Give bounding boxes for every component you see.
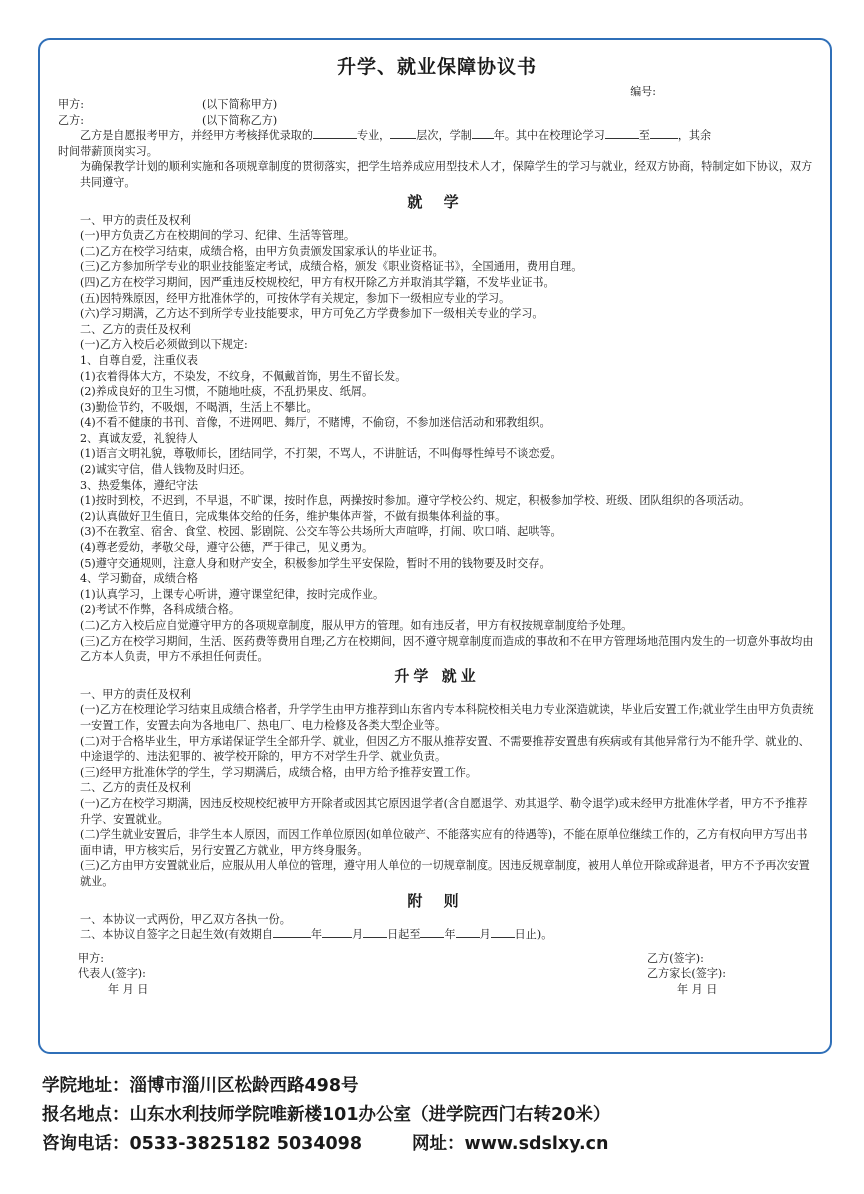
party-a-representative-label: 代表人(签字): [78,967,146,981]
annex-text: 日起至 [387,928,421,942]
intro-text: 年。其中在校理论学习 [493,129,605,143]
employ-b-clause-2: (二)学生就业安置后，非学生本人原因，而因工作单位原因(如单位破产、不能落实应有的待遇等)，不能在原单位继续工作的，乙方有权向甲方写出书面申请，甲方核实后，另行安置乙方就业，甲方终身服务。 [80,828,808,857]
start-month-blank [322,927,352,938]
party-b-label: 乙方: [58,113,84,127]
end-year-blank [420,927,444,938]
study-a-item: (一)甲方负责乙方在校期间的学习、纪律、生活等管理。 [80,229,355,243]
intro-text: ，其余 [677,129,712,143]
rule-item: (2)认真做好卫生值日，完成集体交给的任务，维护集体声誉，不做有损集体利益的事。 [80,509,507,523]
document-title: 升学、就业保障协议书 [336,56,537,78]
rule-group-title: 1、自尊自爱，注重仪表 [80,353,198,367]
study-a-item: (三)乙方参加所学专业的职业技能鉴定考试，成绩合格，颁发《职业资格证书》，全国通用，费用自理。 [80,260,583,274]
party-b-date-line: 年 月 日 [677,982,718,996]
end-day-blank [491,927,515,938]
duration-blank [472,128,494,139]
contact-line [42,1130,610,1159]
registration-location: 报名地点：山东水利技师学院唯新楼101办公室（进学院西门右转20米） [42,1105,611,1125]
annex-text: 二、本协议自签字之日起生效(有效期自 [80,928,273,942]
party-b-sign-label: 乙方(签字): [647,951,704,965]
rule-item: (3)不在教室、宿舍、食堂、校园、影剧院、公交车等公共场所大声喧哗，打闹、吹口哨、起哄等。 [80,525,562,539]
section-heading-annex: 附 则 [407,891,467,910]
rule-item: (1)语言文明礼貌，尊敬师长，团结同学，不打架，不骂人，不讲脏话，不叫侮辱性绰号不谈恋爱。 [80,447,562,461]
agreement-frame [38,38,832,1054]
party-b-signature [647,951,726,998]
study-a-item: (六)学习期满，乙方达不到所学专业技能要求，甲方可免乙方学费参加下一级相关专业的学习。 [80,307,544,321]
start-year-blank [273,927,311,938]
intro-text: 层次，学制 [416,129,472,143]
party-a-signature [78,951,148,998]
rule-group-title: 4、学习勤奋，成绩合格 [80,572,198,586]
consult-phone: 咨询电话：0533-3825182 5034098 [42,1134,363,1154]
study-a-item: (二)乙方在校学习结束，成绩合格，由甲方负责颁发国家承认的毕业证书。 [80,244,444,258]
rule-item: (1)认真学习，上课专心听讲，遵守课堂纪律，按时完成作业。 [80,587,385,601]
employ-a-clause-2: (二)对于合格毕业生，甲方承诺保证学生全部升学、就业，但因乙方不服从推荐安置、不需要推荐安置患有疾病或有其他异常行为不能升学、就业的、中途退学的、违法犯罪的、被学校开除的，甲方不对学生升学、就业负责。 [80,734,810,764]
start-day-blank [363,927,387,938]
website-link[interactable]: 网址：www.sdslxy.cn [412,1134,609,1154]
party-a-label: 甲方: [58,98,84,111]
major-blank [313,128,357,139]
party-b-alias: (以下简称乙方) [201,113,278,127]
rule-item: (4)不看不健康的书刊、音像，不进网吧、舞厅，不赌博，不偷窃，不参加迷信活动和邪教组织。 [80,416,551,430]
party-a-date-line: 年 月 日 [108,982,149,996]
intro-text: 专业， [356,129,391,143]
end-month-blank [456,927,480,938]
employ-party-a-title: 一、甲方的责任及权利 [80,687,191,701]
employ-a-clause-1: (一)乙方在校理论学习结束且成绩合格者，升学学生由甲方推荐到山东省内专本科院校相关电力专业深造就读，毕业后安置工作;就业学生由甲方负责统一安置工作，安置去向为各地电厂、热电厂、电力检修及各类大型企业等。 [80,703,814,732]
party-a-sign-label: 甲方: [78,951,104,965]
study-a-item: (四)乙方在校学习期间，因严重违反校规校纪，甲方有权开除乙方并取消其学籍，不发毕业证书。 [80,275,555,289]
party-b-parent-label: 乙方家长(签字): [647,967,726,981]
intro-paragraph-1-end: 时间带薪顶岗实习。 [58,144,158,158]
intro-paragraph-2: 为确保教学计划的顺利实施和各项规章制度的贯彻落实，把学生培养成应用型技术人才，保障学生的学习与就业，经双方协商，特制定如下协议，双方共同遵守。 [80,160,813,189]
rule-item: (4)尊老爱幼，孝敬父母，遵守公德，严于律己，见义勇为。 [80,541,374,555]
study-party-b-title: 二、乙方的责任及权利 [80,322,191,336]
annex-text: 月 [479,928,491,942]
study-b-clause-2: (二)乙方入校后应自觉遵守甲方的各项规章制度，服从甲方的管理。如有违反者，甲方有权按规章制度给予处理。 [80,619,633,632]
study-party-a-title: 一、甲方的责任及权利 [80,213,191,227]
rule-item: (2)考试不作弊，各科成绩合格。 [80,603,240,617]
annex-text: 年 [444,928,456,942]
intro-text: 乙方是自愿报考甲方，并经甲方考核择优录取的 [80,129,313,143]
rule-item: (2)养成良好的卫生习惯，不随地吐痰，不乱扔果皮、纸屑。 [80,385,374,399]
rule-item: (3)勤俭节约，不吸烟，不喝酒，生活上不攀比。 [80,400,318,414]
section-heading-employment: 升学 就业 [394,666,480,685]
intro-paragraph-1 [58,128,816,144]
serial-number-label: 编号: [630,85,656,98]
employ-b-clause-1: (一)乙方在校学习期满，因违反校规校纪被甲方开除者或因其它原因退学者(含自愿退学、劝其退学、勒令退学)或未经甲方批准休学者，甲方不予推荐升学、安置就业。 [80,796,808,826]
study-b-clause-3: (三)乙方在校学习期间，生活、医药费等费用自理;乙方在校期间，因不遵守规章制度而造成的事故和不在甲方管理场地范围内发生的一切意外事故均由乙方本人负责，甲方不承担任何责任。 [80,634,814,664]
rule-item: (2)诚实守信，借人钱物及时归还。 [80,463,252,477]
rule-item: (1)衣着得体大方，不染发，不纹身，不佩戴首饰，男生不留长发。 [80,369,407,383]
party-b-line [58,113,816,129]
rule-item: (1)按时到校，不迟到，不早退，不旷课，按时作息，两操按时参加。遵守学校公约、规定，积极参加学校、班级、团队组织的各项活动。 [80,494,751,508]
rule-item: (5)遵守交通规则，注意人身和财产安全，积极参加学生平安保险，暂时不用的钱物要及时交存。 [80,556,551,570]
contact-footer [42,1072,610,1159]
party-a-line [58,97,816,113]
study-b-intro: (一)乙方入校后必须做到以下规定: [80,338,248,352]
annex-text: 年 [310,928,323,942]
employ-party-b-title: 二、乙方的责任及权利 [80,781,191,795]
section-heading-study: 就 学 [407,192,467,211]
annex-item-2 [58,927,816,943]
study-a-item: (五)因特殊原因，经甲方批准休学的，可按休学有关规定，参加下一级相应专业的学习。 [80,291,511,305]
employ-a-clause-3: (三)经甲方批准休学的学生，学习期满后，成绩合格，由甲方给予推荐安置工作。 [80,765,477,779]
start-blank [605,128,639,139]
college-address: 学院地址：淄博市淄川区松龄西路498号 [42,1076,359,1096]
annex-text: 月 [352,928,364,942]
employ-b-clause-3: (三)乙方由甲方安置就业后，应服从用人单位的管理，遵守用人单位的一切规章制度。因违反规章制度，被用人单位开除或辞退者，甲方不予再次安置就业。 [80,859,810,888]
intro-text: 至 [638,129,650,143]
rule-group-title: 3、热爱集体，遵纪守法 [80,478,198,492]
party-a-alias: (以下简称甲方) [201,98,278,111]
annex-text: 日止)。 [514,928,553,942]
end-blank [650,128,678,139]
level-blank [390,128,416,139]
annex-item-1: 一、本协议一式两份，甲乙双方各执一份。 [80,912,291,926]
signature-block [58,943,816,998]
rule-group-title: 2、真诚友爱，礼貌待人 [80,431,198,445]
